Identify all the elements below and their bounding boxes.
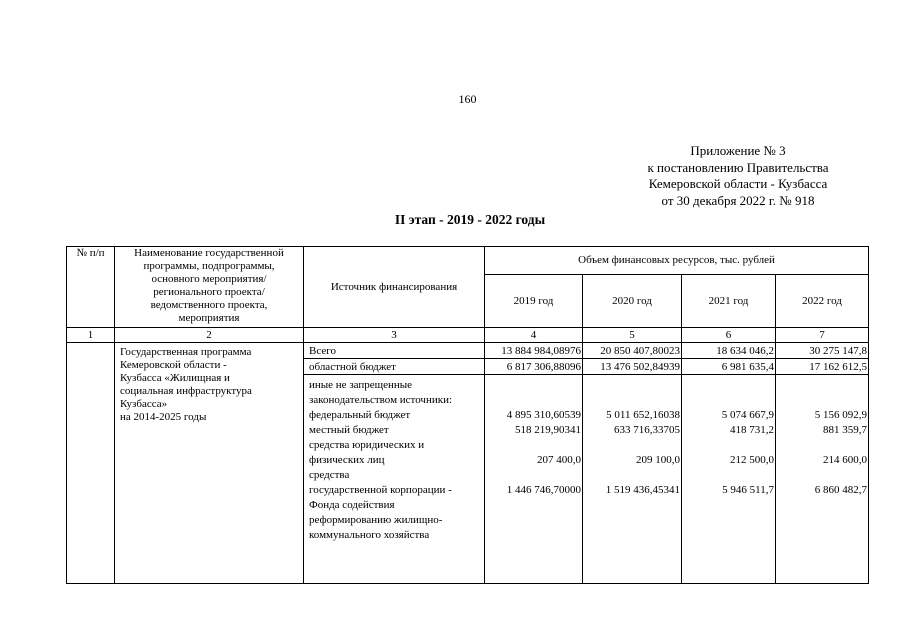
values-other-2019 [485,374,583,583]
source-line: коммунального хозяйства [309,528,430,541]
value-cell [485,438,581,453]
value-local-2021: 418 731,2 [730,423,774,436]
source-other-cell [304,374,485,583]
header-col-num: № п/п [76,247,105,259]
values-other-2020 [583,374,682,583]
value-cell [583,438,680,453]
source-line: федеральный бюджет [309,408,411,421]
value-local-2019: 518 219,90341 [515,423,581,436]
financing-table [66,246,869,584]
header-year: 2022 год [776,275,869,328]
value-cell [682,468,774,483]
header-year: 2020 год [583,275,682,328]
source-regional: областной бюджет [304,358,485,374]
program-name-cell [115,342,304,583]
column-number-row [67,328,869,343]
source-line: государственной корпорации - [309,483,452,496]
header-col-source: Источник финансирования [330,280,458,293]
header-year: 2019 год [485,275,583,328]
column-number: 2 [115,328,304,343]
column-number: 4 [485,328,583,343]
value-total-2021: 18 634 046,2 [682,342,776,358]
header-num-cell [67,247,115,328]
appendix-line: Кемеровской области - Кузбасса [648,176,828,191]
stage-title: II этап - 2019 - 2022 годы [394,212,546,227]
value-legal-persons-2021: 212 500,0 [730,453,774,466]
header-name-line: программы, подпрограммы, [143,260,275,272]
value-fund-2019: 1 446 746,70000 [506,483,581,496]
value-regional-2022: 17 162 612,5 [776,358,869,374]
value-legal-persons-2019: 207 400,0 [537,453,581,466]
values-other-2021 [682,374,776,583]
value-legal-persons-2022: 214 600,0 [823,453,868,466]
value-cell [682,378,774,393]
header-name-line: основного мероприятия/ [151,273,267,285]
column-number: 6 [682,328,776,343]
value-cell [776,393,867,408]
value-total-2022: 30 275 147,8 [776,342,869,358]
header-year: 2021 год [682,275,776,328]
value-cell [485,393,581,408]
program-name-line: Кузбасса «Жилищная и [120,371,230,384]
value-regional-2021: 6 981 635,4 [682,358,776,374]
value-fund-2021: 5 946 511,7 [722,483,774,496]
value-federal-2022: 5 156 092,9 [814,408,868,421]
column-number: 3 [304,328,485,343]
header-volume-cell [485,247,869,275]
header-name-cell [115,247,304,328]
value-cell [682,393,774,408]
appendix-block [560,143,905,209]
header-source-cell [304,247,485,328]
value-regional-2019: 6 817 306,88096 [485,358,583,374]
value-fund-2022: 6 860 482,7 [814,483,868,496]
source-line: средства юридических и [309,438,425,451]
header-name-line: ведомственного проекта, [150,299,268,311]
value-cell [776,378,867,393]
value-federal-2021: 5 074 667,9 [721,408,774,421]
value-local-2020: 633 716,33705 [614,423,680,436]
source-line: реформированию жилищно- [309,513,443,526]
source-total: Всего [304,342,485,358]
program-name-line: Кузбасса» [120,397,168,410]
program-name-line: социальная инфраструктура [120,384,252,397]
source-line: Фонда содействия [309,498,395,511]
value-federal-2019: 4 895 310,60539 [506,408,581,421]
header-name-line: мероприятия [178,312,240,324]
value-legal-persons-2020: 209 100,0 [636,453,680,466]
row-total [67,342,869,358]
value-total-2020: 20 850 407,80023 [583,342,682,358]
header-name-line: регионального проекта/ [153,286,265,298]
value-regional-2020: 13 476 502,84939 [583,358,682,374]
source-line: законодательством источники: [309,393,453,406]
column-number: 7 [776,328,869,343]
value-cell [583,378,680,393]
header-row [67,247,869,275]
value-total-2019: 13 884 984,08976 [485,342,583,358]
value-cell [583,393,680,408]
header-col-volume: Объем финансовых ресурсов, тыс. рублей [578,254,775,267]
appendix-line: Приложение № 3 [690,143,786,158]
source-line: физических лиц [309,453,385,466]
source-line: местный бюджет [309,423,389,436]
value-federal-2020: 5 011 652,16038 [606,408,680,421]
source-line: иные не запрещенные [309,378,413,391]
source-line: средства [309,468,350,481]
appendix-line: к постановлению Правительства [647,159,829,175]
column-number: 5 [583,328,682,343]
value-cell [485,468,581,483]
value-cell [485,378,581,393]
column-number: 1 [67,328,115,343]
program-name-line: на 2014-2025 годы [120,410,207,423]
value-fund-2020: 1 519 436,45341 [605,483,680,496]
value-local-2022: 881 359,7 [823,423,868,436]
values-other-2022 [776,374,869,583]
appendix-line: от 30 декабря 2022 г. № 918 [661,192,815,208]
value-cell [682,438,774,453]
program-name-line: Государственная программа [120,345,252,358]
value-cell [776,468,867,483]
page-number: 160 [458,92,477,106]
header-name-line: Наименование государственной [134,247,284,259]
value-cell [776,438,867,453]
program-name-line: Кемеровской области - [120,358,227,371]
value-cell [583,468,680,483]
program-number-cell [67,342,115,583]
